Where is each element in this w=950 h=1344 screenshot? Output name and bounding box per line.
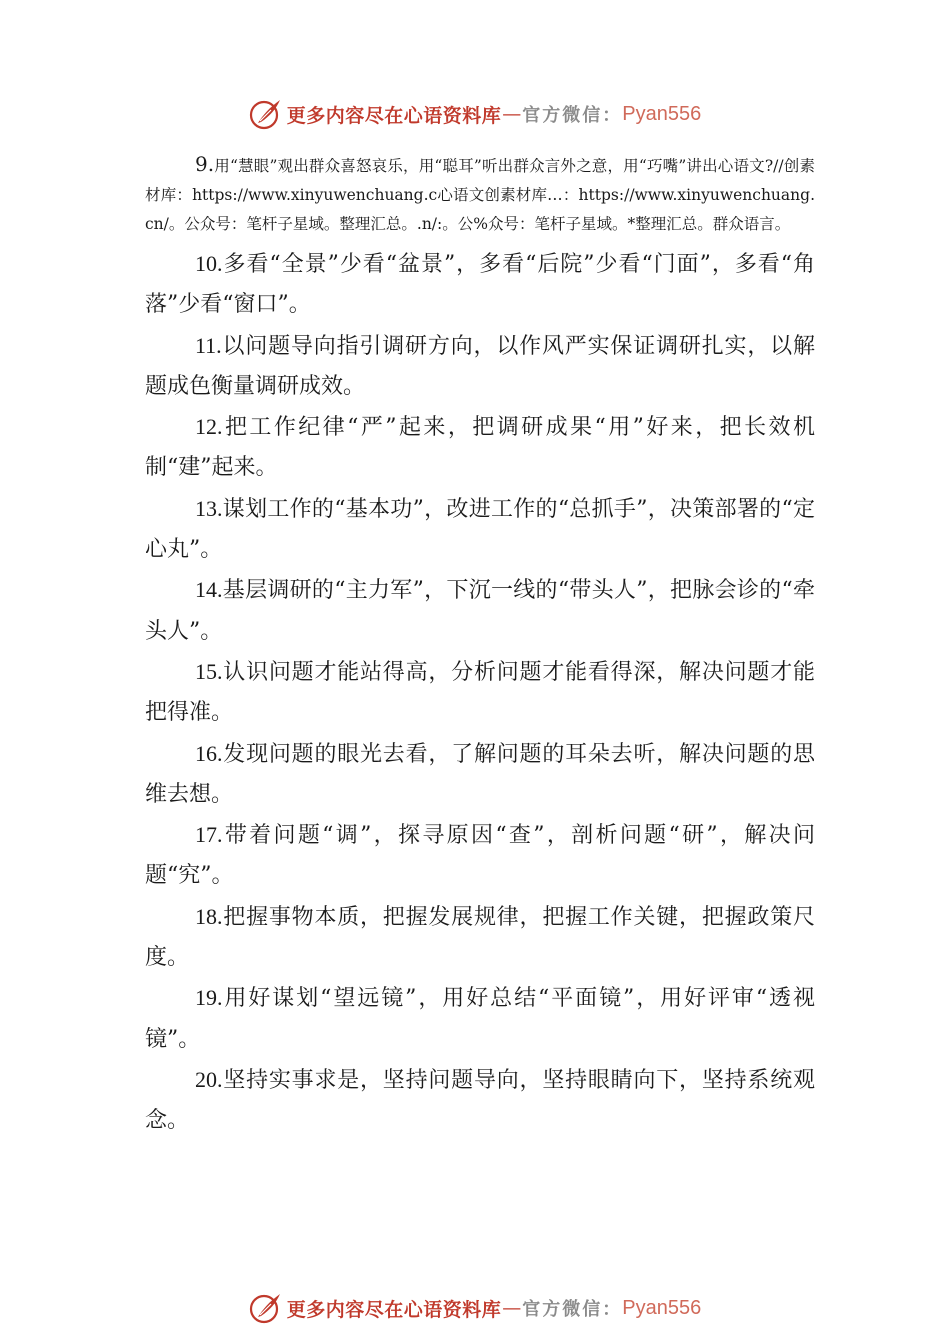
list-item: 16.发现问题的眼光去看，了解问题的耳朵去听，解决问题的思维去想。 bbox=[145, 740, 815, 807]
list-item: 15.认识问题才能站得高，分析问题才能看得深，解决问题才能把得准。 bbox=[145, 658, 815, 726]
list-item: 19.用好谋划“望远镜”，用好总结“平面镜”，用好评审“透视镜”。 bbox=[145, 985, 815, 1052]
list-item: 18.把握事物本质，把握发展规律，把握工作关键，把握政策尺度。 bbox=[145, 903, 815, 971]
footer-banner bbox=[0, 1288, 950, 1328]
list-item: 13.谋划工作的“基本功”，改进工作的“总抓手”，决策部署的“定心丸”。 bbox=[145, 495, 815, 563]
list-item: 10.多看“全景”少看“盆景”，多看“后院”少看“门面”，多看“角落”少看“窗口”。 bbox=[145, 251, 815, 318]
banner-wechat-id: Pyan556 bbox=[622, 102, 702, 125]
quill-pen-logo-icon bbox=[249, 97, 283, 131]
banner-dash: — bbox=[502, 103, 522, 125]
banner-title: 更多内容尽在心语资料库 bbox=[286, 1298, 502, 1321]
banner-wechat-id: Pyan556 bbox=[622, 1296, 702, 1319]
banner-wechat-label: 官方微信： bbox=[522, 1299, 623, 1320]
banner-wechat-label: 官方微信： bbox=[522, 105, 623, 126]
document-body bbox=[145, 150, 815, 1142]
banner-dash: — bbox=[502, 1297, 522, 1319]
list-item: 14.基层调研的“主力军”，下沉一线的“带头人”，把脉会诊的“牵头人”。 bbox=[145, 577, 815, 644]
list-item: 9.用“慧眼”观出群众喜怒哀乐，用“聪耳”听出群众言外之意，用“巧嘴”讲出心语文?//创素材库：https://www.xinyuwenchuang.c心语文创素材库…：https://www.xinyuwenchuang.cn/。公众号：笔杆子星域。整理汇总。.n/:。公%众号：笔杆子星域。*整理汇总。群众语言。 bbox=[145, 152, 815, 233]
quill-pen-logo-icon bbox=[249, 1291, 283, 1325]
header-banner bbox=[0, 94, 950, 134]
list-item: 20.坚持实事求是，坚持问题导向，坚持眼睛向下，坚持系统观念。 bbox=[145, 1066, 815, 1134]
list-item: 17.带着问题“调”，探寻原因“查”，剖析问题“研”，解决问题“究”。 bbox=[145, 822, 815, 889]
banner-title: 更多内容尽在心语资料库 bbox=[286, 104, 502, 127]
list-item: 11.以问题导向指引调研方向，以作风严实保证调研扎实，以解题成色衡量调研成效。 bbox=[145, 332, 815, 399]
list-item: 12.把工作纪律“严”起来，把调研成果“用”好来，把长效机制“建”起来。 bbox=[145, 414, 815, 481]
